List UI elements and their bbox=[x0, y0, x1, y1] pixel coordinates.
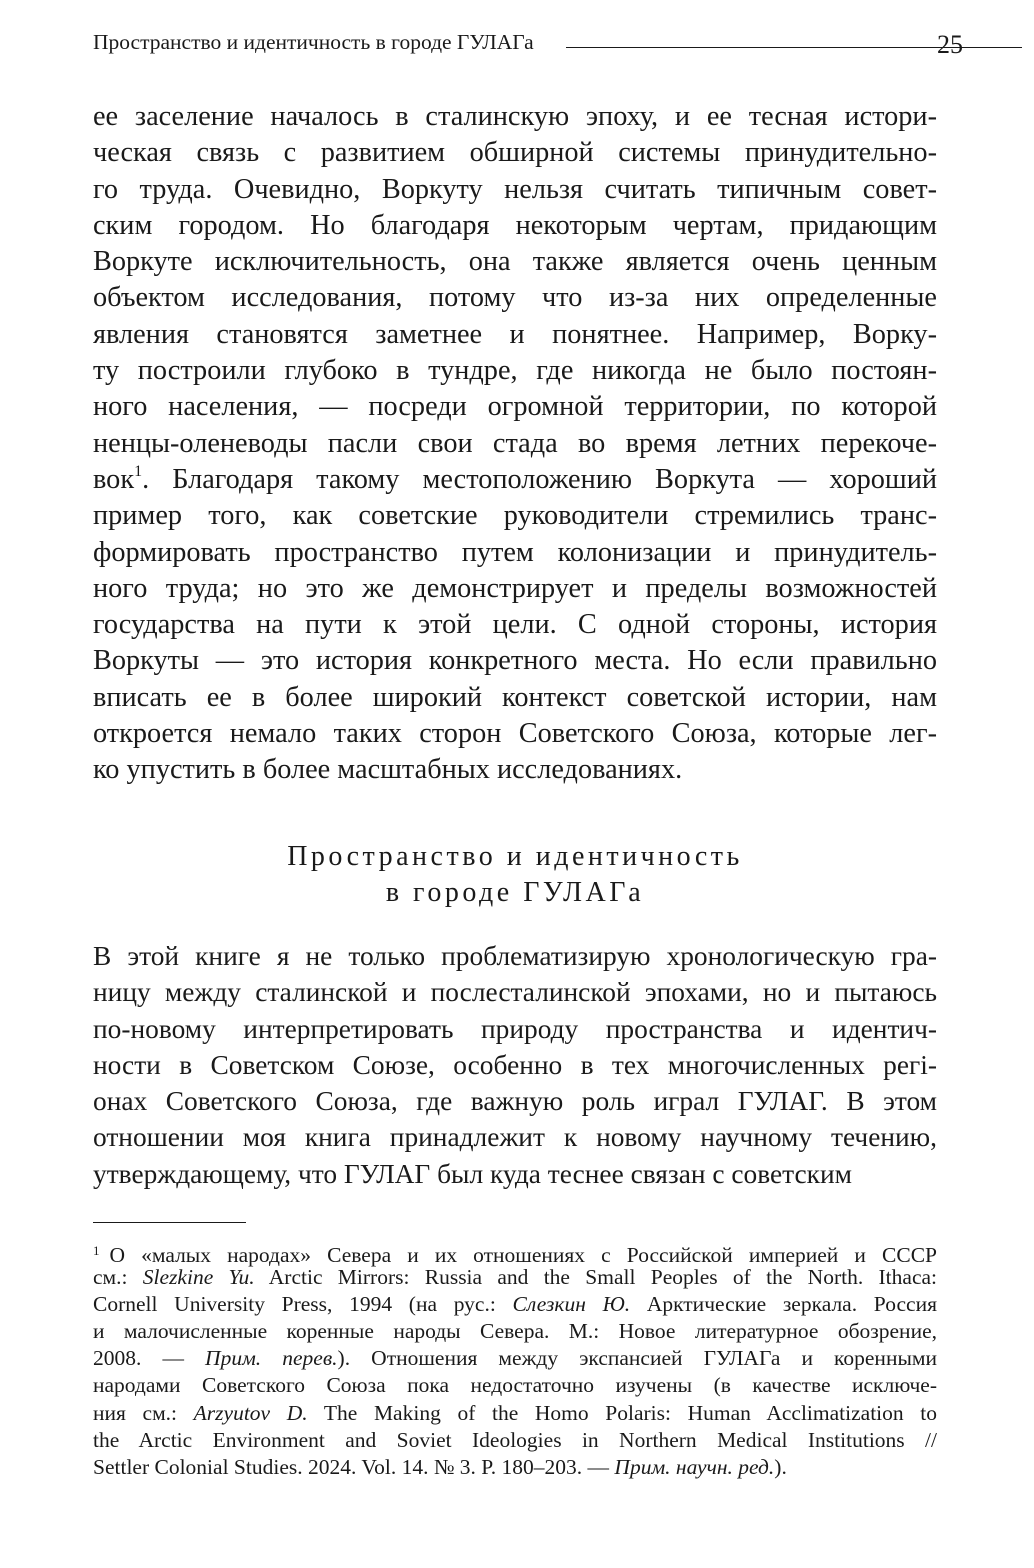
text-line: пример того, как советские руководители стремились транс- bbox=[93, 500, 937, 532]
text-fragment: 2008. — bbox=[93, 1346, 206, 1371]
text-line: ности в Советском Союзе, особенно в тех многочисленных регі- bbox=[93, 1049, 937, 1080]
text-line: государства на пути к этой цели. С одной стороны, история bbox=[93, 609, 937, 641]
text-fragment: . Благодаря такому местоположению Воркута — хороший bbox=[142, 463, 937, 495]
running-head bbox=[93, 27, 963, 61]
footnote-reference[interactable]: 1 bbox=[134, 462, 143, 480]
text-line: утверждающему, что ГУЛАГ был куда теснее связан с советским bbox=[93, 1158, 852, 1189]
text-line: В этой книге я не только проблематизирую хронологическую гра- bbox=[93, 941, 937, 971]
text-line-with-footnote-ref bbox=[93, 462, 937, 498]
translator-note: Прим. перев. bbox=[205, 1346, 338, 1371]
cited-author: Arzyutov D. bbox=[193, 1400, 308, 1425]
section-heading-line: в городе ГУЛАГа bbox=[385, 877, 645, 908]
cited-author: Слезкин Ю. bbox=[512, 1292, 631, 1317]
section-heading bbox=[93, 839, 937, 911]
footnote-line: the Arctic Environment and Soviet Ideologies in Northern Medical Institutions // bbox=[93, 1427, 937, 1452]
cited-author: Slezkine Yu. bbox=[142, 1265, 255, 1290]
text-fragment: Arctic Mirrors: Russia and the Small Peoples of the North. Ithaca: bbox=[254, 1265, 937, 1290]
text-line: ницу между сталинской и послесталинской эпохами, но и пытаюсь bbox=[93, 977, 937, 1008]
text-line: ного труда; но это же демонстрирует и пределы возможностей bbox=[93, 572, 937, 604]
footnote-line: народами Советского Союза пока недостаточно изучены (в качестве исключе- bbox=[93, 1373, 937, 1398]
paragraph-1 bbox=[93, 99, 937, 789]
text-line: явления становятся заметнее и понятнее. Например, Ворку- bbox=[93, 318, 937, 350]
text-line: по-новому интерпретировать природу пространства и идентич- bbox=[93, 1013, 937, 1044]
text-fragment: Арктические зеркала. Россия bbox=[630, 1292, 937, 1317]
text-fragment: ). bbox=[774, 1454, 787, 1479]
running-head-title: Пространство и идентичность в городе ГУЛАГа bbox=[93, 30, 534, 54]
text-line: объектом исследования, потому что из-за них определенные bbox=[93, 282, 937, 314]
text-fragment: О «малых народах» Севера и их отношениях с Российской империей и СССР bbox=[109, 1243, 937, 1267]
footnote-line bbox=[93, 1237, 937, 1267]
footnote-line: и малочисленные коренные народы Севера. М.: Новое литературное обозрение, bbox=[93, 1319, 937, 1344]
text-line: откроется немало таких сторон Советского Союза, которые лег- bbox=[93, 718, 937, 750]
text-line: го труда. Очевидно, Воркуту нельзя считать типичным совет- bbox=[93, 173, 937, 205]
text-line: ко упустить в более масштабных исследованиях. bbox=[93, 754, 683, 786]
text-line: ее заселение началось в сталинскую эпоху, и ее тесная истори- bbox=[93, 101, 937, 132]
paragraph-2 bbox=[93, 938, 937, 1192]
text-line: Воркуте исключительность, она также является очень ценным bbox=[93, 246, 937, 278]
footnote-line bbox=[93, 1454, 937, 1481]
text-fragment: вок bbox=[93, 463, 135, 495]
text-fragment: Cornell University Press, 1994 (на рус.: bbox=[93, 1292, 513, 1317]
page-number: 25 bbox=[937, 30, 963, 59]
text-fragment: Settler Colonial Studies. 2024. Vol. 14. № 3. P. 180–203. — bbox=[93, 1454, 615, 1479]
text-line: ту построили глубоко в тундре, где никогда не было постоян- bbox=[93, 355, 937, 387]
footnote bbox=[93, 1237, 937, 1481]
footnote-line bbox=[93, 1264, 937, 1291]
section-heading-line: Пространство и идентичность bbox=[287, 841, 743, 872]
text-line: ного населения, — посреди огромной территории, по которой bbox=[93, 391, 937, 423]
text-line: онах Советского Союза, где важную роль играл ГУЛАГ. В этом bbox=[93, 1086, 937, 1117]
text-line: отношении моя книга принадлежит к новому научному течению, bbox=[93, 1122, 937, 1153]
footnote-separator bbox=[93, 1222, 246, 1223]
text-fragment: ). Отношения между экспансией ГУЛАГа и коренными bbox=[337, 1346, 938, 1371]
text-fragment: см.: bbox=[93, 1265, 143, 1290]
footnote-line bbox=[93, 1291, 937, 1318]
text-line: ским городом. Но благодаря некоторым чертам, придающим bbox=[93, 209, 937, 241]
text-line: формировать пространство путем колонизации и принудитель- bbox=[93, 536, 937, 568]
text-line: вписать ее в более широкий контекст советской истории, нам bbox=[93, 681, 937, 713]
footnote-line bbox=[93, 1400, 937, 1427]
footnote-line bbox=[93, 1345, 937, 1372]
text-fragment: The Making of the Homo Polaris: Human Acclimatization to bbox=[307, 1400, 938, 1425]
footnote-marker: 1 bbox=[93, 1243, 100, 1258]
editor-note: Прим. научн. ред. bbox=[614, 1454, 775, 1479]
text-line: ненцы-оленеводы пасли свои стада во время летних перекоче- bbox=[93, 427, 937, 459]
text-fragment: ния см.: bbox=[93, 1400, 194, 1425]
text-line: ческая связь с развитием обширной системы принудительно- bbox=[93, 137, 937, 169]
text-line: Воркуты — это история конкретного места. Но если правильно bbox=[93, 645, 937, 677]
